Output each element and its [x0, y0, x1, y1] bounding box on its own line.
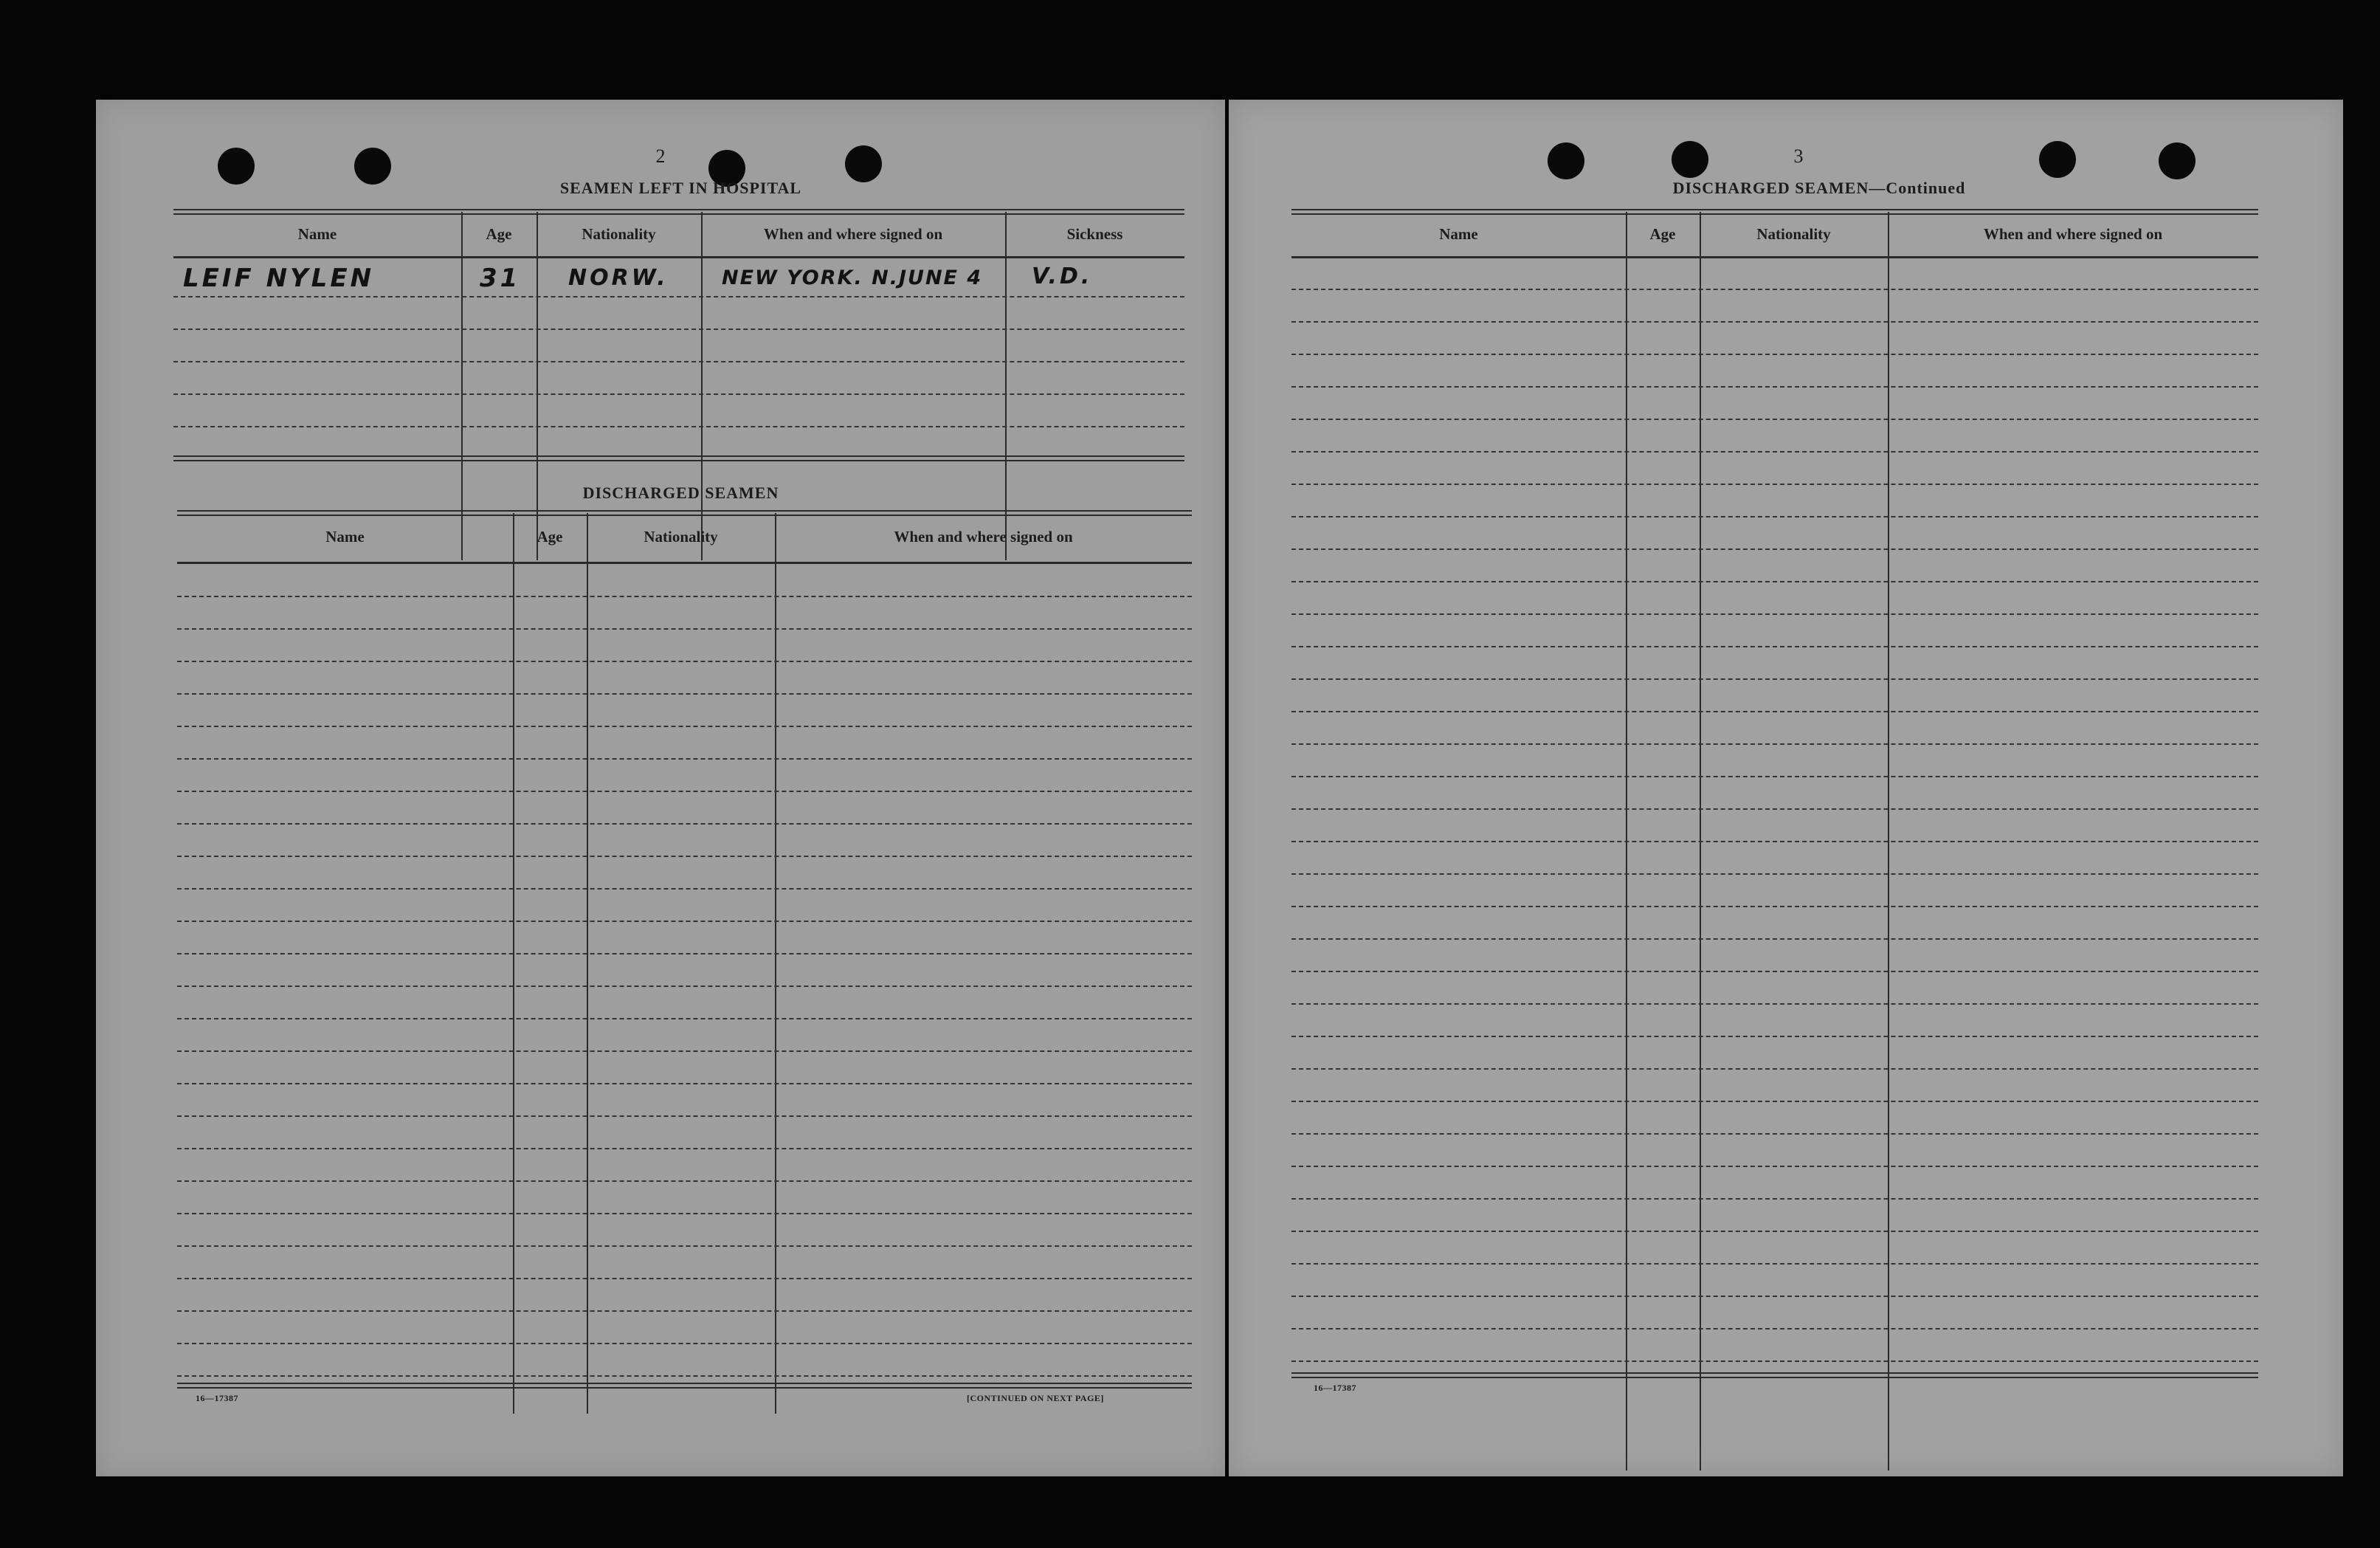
column-header-sickness: Sickness: [1066, 225, 1123, 243]
table-top-rule: [173, 209, 1184, 215]
table-bottom-rule: [173, 455, 1184, 461]
row-line: [177, 921, 1192, 922]
table-bottom-rule: [177, 1383, 1192, 1389]
column-header-age: Age: [1649, 225, 1676, 243]
column-header-signed-on: When and where signed on: [1983, 225, 2163, 243]
right-page: [1229, 100, 2343, 1476]
row-line: [1291, 1003, 2258, 1005]
row-line: [177, 661, 1192, 662]
row-line: [1291, 711, 2258, 712]
row-line: [177, 1245, 1192, 1247]
row-line: [1291, 678, 2258, 680]
discharged-title-text: DISCHARGED SEAMEN: [1672, 179, 1869, 197]
row-line: [177, 985, 1192, 987]
row-line: [177, 726, 1192, 727]
row-line: [1291, 1263, 2258, 1265]
column-header-name: Name: [325, 528, 365, 546]
row-line: [177, 1148, 1192, 1149]
row-line: [1291, 1166, 2258, 1167]
punch-hole: [1672, 141, 1708, 178]
column-header-name: Name: [1439, 225, 1478, 243]
row-line: [1291, 906, 2258, 907]
row-line: [177, 791, 1192, 792]
row-line: [177, 1375, 1192, 1377]
discharged-section-title: DISCHARGED SEAMEN: [582, 484, 779, 502]
row-line: [1291, 743, 2258, 745]
hospital-section-title: SEAMEN LEFT IN HOSPITAL: [559, 179, 802, 197]
row-line: [177, 888, 1192, 890]
row-line: [1291, 938, 2258, 940]
column-header-nationality: Nationality: [644, 528, 718, 546]
table-top-rule: [1291, 209, 2258, 215]
row-line: [1291, 386, 2258, 388]
column-divider: [1005, 212, 1007, 560]
row-line: [177, 1343, 1192, 1344]
header-rule: [177, 562, 1192, 564]
page-number: 3: [1793, 145, 1804, 167]
continued-suffix: —Continued: [1869, 179, 1966, 197]
header-rule: [1291, 256, 2258, 258]
column-divider: [701, 212, 703, 560]
row-line: [177, 693, 1192, 695]
punch-hole: [2159, 142, 2196, 179]
column-header-signed-on: When and where signed on: [894, 528, 1073, 546]
column-header-signed-on: When and where signed on: [763, 225, 943, 243]
header-rule: [173, 256, 1184, 258]
row-line: [177, 628, 1192, 630]
row-line: [1291, 873, 2258, 875]
row-line: [1291, 419, 2258, 420]
column-header-age: Age: [537, 528, 563, 546]
column-header-nationality: Nationality: [1756, 225, 1831, 243]
column-divider: [537, 212, 538, 560]
row-line: [177, 758, 1192, 760]
table-bottom-rule: [1291, 1372, 2258, 1378]
row-line: [1291, 1231, 2258, 1232]
row-line: [1291, 808, 2258, 810]
row-line: [173, 426, 1184, 427]
hospital-row-sickness: V.D.: [1032, 264, 1093, 289]
row-line: [1291, 1101, 2258, 1102]
row-line: [177, 1213, 1192, 1214]
row-line: [1291, 354, 2258, 355]
row-line: [177, 1018, 1192, 1019]
row-line: [173, 361, 1184, 362]
punch-hole: [1548, 142, 1584, 179]
row-line: [173, 296, 1184, 297]
column-header-age: Age: [486, 225, 512, 243]
row-line: [1291, 516, 2258, 517]
form-number: 16—17387: [1314, 1383, 1356, 1393]
row-line: [1291, 1360, 2258, 1362]
row-line: [1291, 289, 2258, 290]
row-line: [177, 1083, 1192, 1084]
punch-hole: [2039, 141, 2076, 178]
page-number: 2: [655, 145, 666, 167]
row-line: [177, 1278, 1192, 1279]
hospital-row-age: 31: [480, 264, 521, 293]
form-number: 16—17387: [196, 1393, 238, 1403]
row-line: [1291, 1198, 2258, 1200]
row-line: [1291, 451, 2258, 453]
punch-hole: [218, 148, 255, 185]
row-line: [177, 1310, 1192, 1312]
column-header-nationality: Nationality: [582, 225, 656, 243]
discharged-continued-title: [1583, 179, 2055, 198]
punch-hole: [354, 148, 391, 185]
hospital-row-name: LEIF NYLEN: [183, 264, 375, 293]
continued-note: [CONTINUED ON NEXT PAGE]: [967, 1393, 1104, 1403]
row-line: [1291, 841, 2258, 842]
row-line: [177, 596, 1192, 597]
row-line: [177, 856, 1192, 857]
row-line: [177, 1050, 1192, 1052]
row-line: [173, 393, 1184, 395]
row-line: [177, 1115, 1192, 1117]
hospital-row-nationality: NORW.: [568, 265, 669, 291]
row-line: [1291, 1068, 2258, 1070]
row-line: [1291, 1036, 2258, 1037]
row-line: [177, 953, 1192, 954]
row-line: [1291, 1133, 2258, 1135]
row-line: [1291, 613, 2258, 615]
row-line: [1291, 1296, 2258, 1297]
row-line: [1291, 484, 2258, 485]
row-line: [1291, 581, 2258, 582]
row-line: [1291, 1328, 2258, 1329]
row-line: [1291, 776, 2258, 777]
hospital-row-signed-on: NEW YORK. N.JUNE 4: [722, 266, 983, 289]
punch-hole: [845, 145, 882, 182]
left-page: [96, 100, 1225, 1476]
column-divider: [461, 212, 463, 560]
row-line: [1291, 321, 2258, 323]
column-header-name: Name: [297, 225, 337, 243]
row-line: [177, 1180, 1192, 1182]
row-line: [1291, 548, 2258, 550]
table-top-rule: [177, 510, 1192, 516]
row-line: [177, 823, 1192, 825]
row-line: [1291, 646, 2258, 647]
row-line: [173, 328, 1184, 330]
row-line: [1291, 971, 2258, 972]
